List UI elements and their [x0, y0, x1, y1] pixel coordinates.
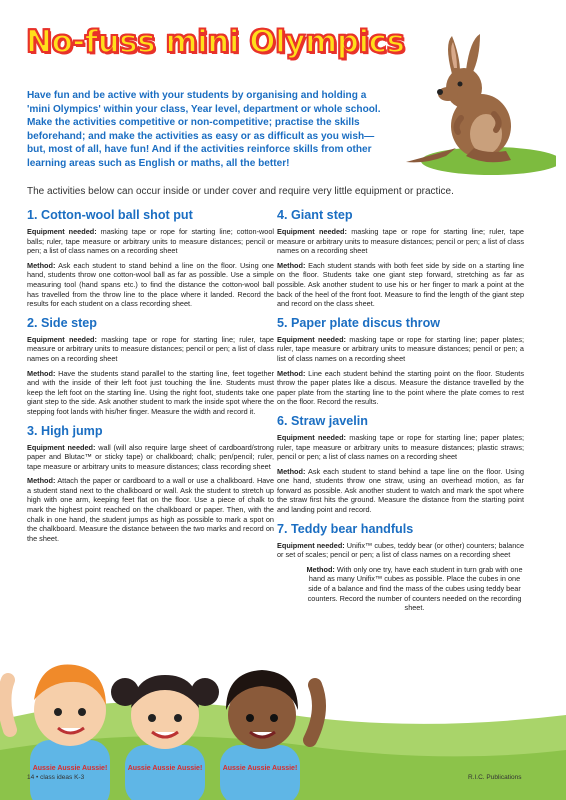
shirt-text-3: Aussie Aussie Aussie!: [222, 765, 298, 772]
activity-5: [277, 316, 524, 407]
activity-heading: 7. Teddy bear handfuls: [277, 521, 414, 536]
activity-equipment: Equipment needed: wall (will also require large sheet of cardboard/strong paper and Blutac™ or sticky tape) or chalkboard; chalk; pen/pencil; ruler, tape measure or arbitrary units to measure distances; class recording sheet: [27, 442, 274, 471]
activity-6: [277, 414, 524, 515]
activity-2: [27, 316, 274, 417]
activity-method: Method: Ask each student to stand behind a tape line on the floor. Using one hand, students throw one straw, using an overhead motion, as far forward as possible. Ask another student to watch and mark the spot where the straw first hits the ground. Measure the distance from the starting point and landing point and record.: [277, 466, 525, 515]
activity-heading: 3. High jump: [27, 423, 103, 438]
activity-heading: 6. Straw javelin: [277, 413, 368, 428]
activity-equipment: Equipment needed: masking tape or rope for starting line; ruler, tape measure or arbitrary units to measure distances; pencil or pen; a list of class names on a recording sheet: [277, 227, 524, 256]
activity-heading: 5. Paper plate discus throw: [277, 315, 441, 330]
activity-method: Method: Ask each student to stand behind a line on the floor. Using one hand, students throw one cotton-wool ball as far as possible. Use a simple measuring tool (hand spans etc.) to find the distance the cotton-wool ball has travelled from the throw line to the place where it landed. Record the results for each student on a class recording sheet.: [27, 260, 274, 309]
intro-paragraph: Have fun and be active with your students by organising and holding a 'mini Olympics' within your class, Year level, department or whole school. Make the activities competitive or non-competitive; practise the skills beforehand; and make the activities as easy or as difficult as you wish—but, most of all, have fun! And if the activities reinforce skills from other learning areas such as English or maths, all the better!: [27, 90, 381, 169]
footer-publisher: R.I.C. Publications: [468, 774, 522, 781]
activity-method: Method: Have the students stand parallel to the starting line, feet together and with the inside of their left foot just touching the line. Students must keep the left foot on the starting line. Using the right foot, students take one giant step to the side. Ask another student to mark the inside spot where the stepping foot lands with his/her finger. Measure the width and record it.: [27, 368, 275, 416]
activity-heading: 4. Giant step: [277, 208, 353, 222]
activity-equipment: Equipment needed: masking tape or rope for starting line; ruler, tape measure or arbitrary units to measure distances; pencil or pen; a list of class names on a recording sheet: [27, 334, 274, 363]
children-illustration: [0, 620, 330, 800]
activity-7: [277, 522, 524, 613]
activity-equipment: Equipment needed: masking tape or rope for starting line; paper plates; ruler, tape measure or arbitrary units to measure distances; plastic straws; pencil or pen; a list of class names on a recording sheet: [277, 432, 525, 462]
activity-3: [27, 424, 274, 544]
shirt-text-2: Aussie Aussie Aussie!: [127, 765, 203, 772]
page-title: No-fuss mini Olympics: [26, 24, 405, 60]
activity-equipment: Equipment needed: masking tape or rope for starting line; cotton-wool balls; ruler, tape measure or arbitrary units to measure distances; pencil or pen; a list of class names on a recording sheet: [27, 227, 275, 256]
activity-method: Method: Attach the paper or cardboard to a wall or use a chalkboard. Have a student stand next to the chalkboard or wall. Ask the student to stretch up high with one arm, keeping feet flat on the floor. Use a piece of chalk to mark the highest point reached on the chalkboard or paper. Then, with the chalk in one hand, the student jumps as high as possible to mark a spot on the chalkboard. Measure the distance between the two marks and record on the sheet.: [27, 476, 274, 543]
right-column: [277, 208, 524, 620]
activity-method: Method: Each student stands with both feet side by side on a starting line on the floor. Students take one giant step forward, stretching as far as possible. Ask another student to use his or her finger to mark a point at the back of the heel of the front foot. Measure to find the length of the giant step and record on the class sheet.: [277, 260, 524, 309]
activity-method: Method: Line each student behind the starting point on the floor. Students throw the paper plates like a discus. Measure the distance travelled by the paper plate from the starting line to the point where the plate comes to rest on the floor. Record the results.: [277, 368, 524, 407]
activity-1: [27, 208, 274, 309]
activity-equipment: Equipment needed: masking tape or rope for starting line; paper plates; ruler, tape measure or arbitrary units to measure distances; pencil or pen; a list of class names on a recording sheet: [277, 334, 525, 363]
activity-method: Method: With only one try, have each student in turn grab with one hand as many Unifix™ cubes as possible. Place the cubes in one side of a balance and find the mass of the cubes using teddy bear counters. Record the number of counters needed on the recording sheet.: [306, 564, 523, 613]
lead-text: The activities below can occur inside or under cover and require very little equipment or practice.: [27, 186, 454, 197]
activity-4: [277, 208, 524, 309]
shirt-text-1: Aussie Aussie Aussie!: [32, 765, 108, 772]
kangaroo-illustration: [386, 26, 556, 176]
left-column: [27, 208, 274, 550]
footer-page-number: 14 • class ideas K-3: [27, 774, 85, 781]
activity-heading: 2. Side step: [27, 315, 97, 330]
activity-heading: 1. Cotton-wool ball shot put: [27, 208, 193, 222]
activity-equipment: Equipment needed: Unifix™ cubes, teddy bear (or other) counters; balance or set of scales; pencil or pen; a list of class names on a recording sheet: [277, 540, 525, 560]
